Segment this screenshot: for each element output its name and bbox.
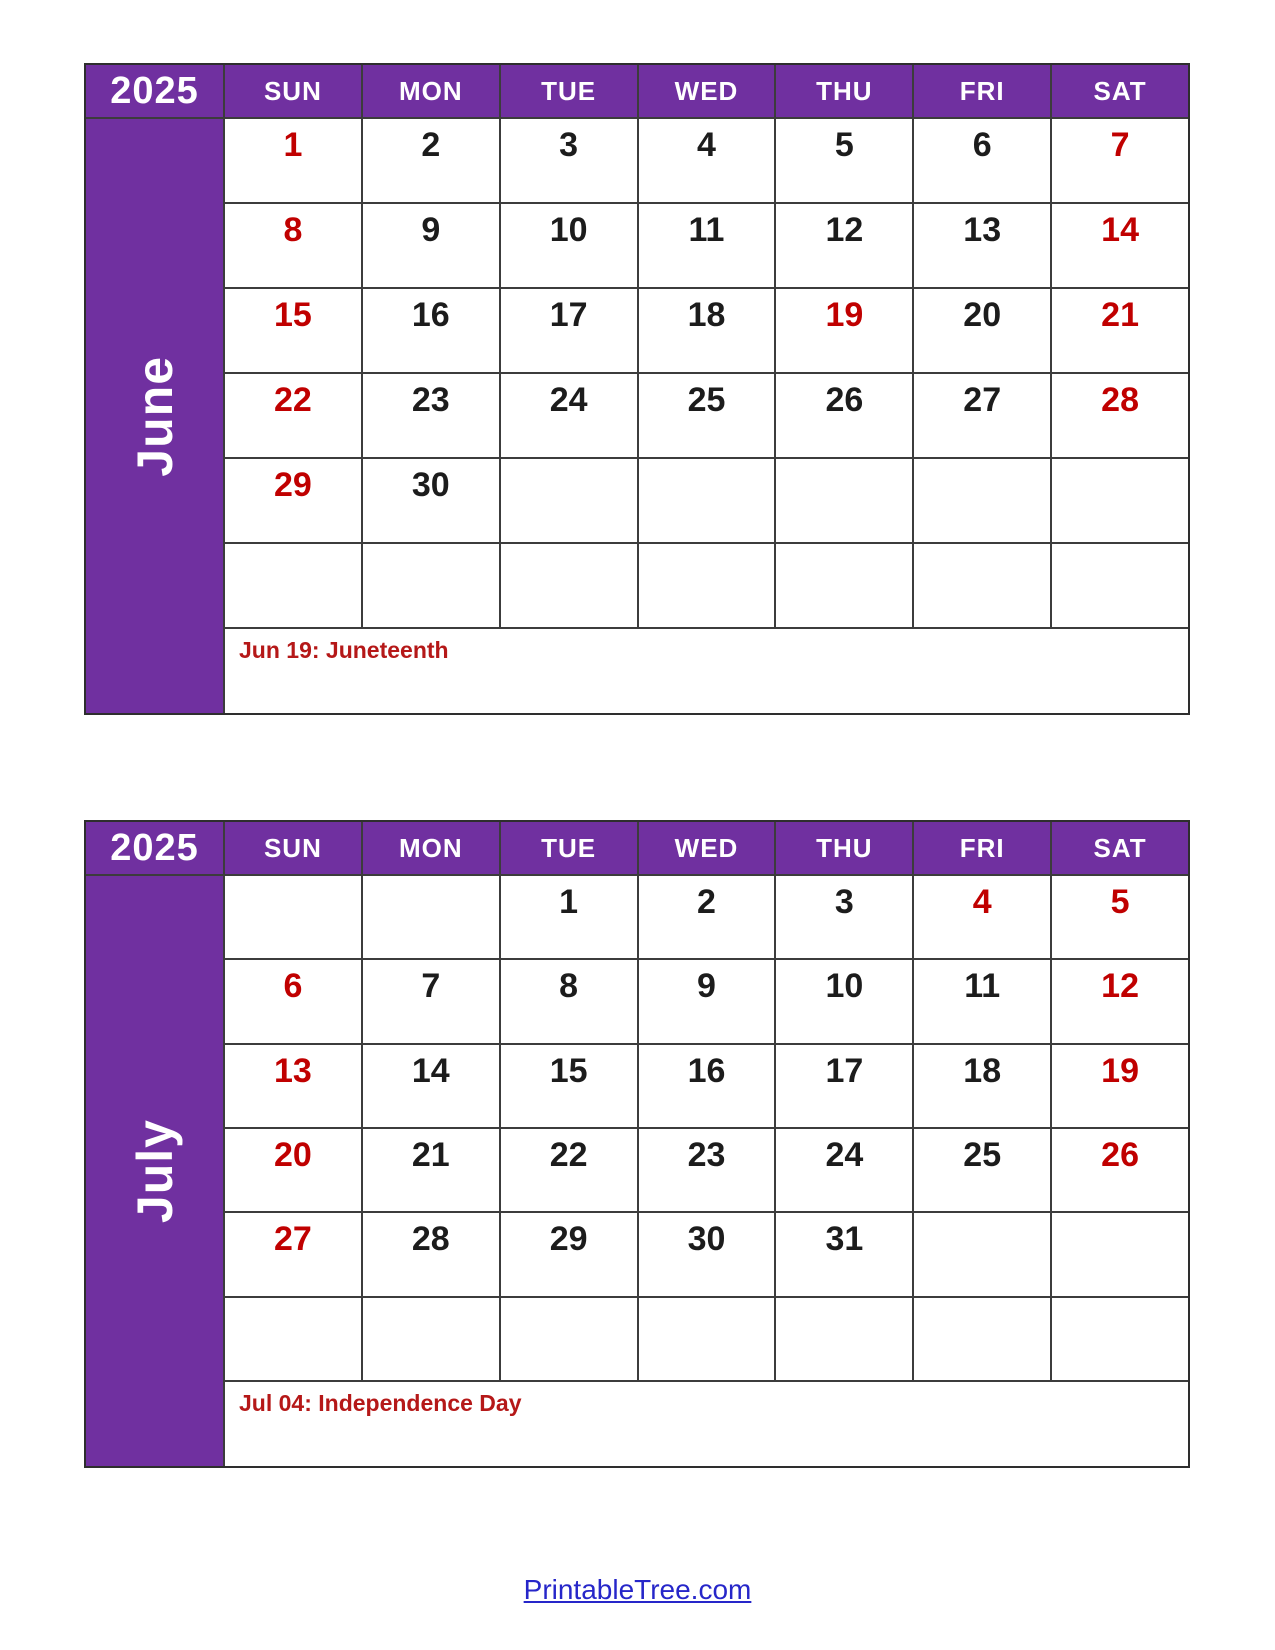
day-june-23: 23 [363, 374, 499, 457]
day-july-29: 29 [501, 1213, 637, 1295]
empty-day-cell [225, 544, 361, 627]
empty-day-cell [776, 1298, 912, 1380]
empty-day-cell [776, 459, 912, 542]
year-label: 2025 [86, 65, 223, 117]
empty-day-cell [639, 1298, 775, 1380]
day-july-27: 27 [225, 1213, 361, 1295]
day-june-21: 21 [1052, 289, 1188, 372]
day-july-24: 24 [776, 1129, 912, 1211]
footer-link[interactable]: PrintableTree.com [523, 1574, 752, 1605]
day-june-26: 26 [776, 374, 912, 457]
day-july-12: 12 [1052, 960, 1188, 1042]
day-june-18: 18 [639, 289, 775, 372]
day-june-14: 14 [1052, 204, 1188, 287]
empty-day-cell [914, 1213, 1050, 1295]
day-july-22: 22 [501, 1129, 637, 1211]
day-july-25: 25 [914, 1129, 1050, 1211]
day-july-5: 5 [1052, 876, 1188, 958]
weekday-header-sat: SAT [1052, 822, 1188, 874]
empty-day-cell [363, 544, 499, 627]
empty-day-cell [639, 459, 775, 542]
year-label: 2025 [86, 822, 223, 874]
day-june-8: 8 [225, 204, 361, 287]
day-july-20: 20 [225, 1129, 361, 1211]
holiday-note: Jul 04: Independence Day [225, 1382, 1188, 1466]
day-june-15: 15 [225, 289, 361, 372]
page-footer [0, 1574, 1275, 1606]
day-july-6: 6 [225, 960, 361, 1042]
day-july-3: 3 [776, 876, 912, 958]
day-june-25: 25 [639, 374, 775, 457]
day-july-18: 18 [914, 1045, 1050, 1127]
day-june-19: 19 [776, 289, 912, 372]
weekday-header-tue: TUE [501, 65, 637, 117]
empty-day-cell [225, 876, 361, 958]
empty-day-cell [639, 544, 775, 627]
weekday-header-fri: FRI [914, 822, 1050, 874]
weekday-header-thu: THU [776, 822, 912, 874]
empty-day-cell [914, 544, 1050, 627]
weekday-header-wed: WED [639, 65, 775, 117]
calendar-june-2025 [84, 63, 1190, 715]
empty-day-cell [1052, 1298, 1188, 1380]
empty-day-cell [914, 459, 1050, 542]
day-june-30: 30 [363, 459, 499, 542]
day-june-28: 28 [1052, 374, 1188, 457]
empty-day-cell [501, 459, 637, 542]
day-june-16: 16 [363, 289, 499, 372]
day-july-2: 2 [639, 876, 775, 958]
day-july-10: 10 [776, 960, 912, 1042]
day-june-11: 11 [639, 204, 775, 287]
month-sidebar [86, 119, 223, 713]
weekday-header-mon: MON [363, 65, 499, 117]
day-june-3: 3 [501, 119, 637, 202]
day-june-29: 29 [225, 459, 361, 542]
day-july-16: 16 [639, 1045, 775, 1127]
day-july-8: 8 [501, 960, 637, 1042]
day-june-22: 22 [225, 374, 361, 457]
day-july-30: 30 [639, 1213, 775, 1295]
empty-day-cell [501, 544, 637, 627]
weekday-header-tue: TUE [501, 822, 637, 874]
day-june-6: 6 [914, 119, 1050, 202]
weekday-header-sun: SUN [225, 65, 361, 117]
empty-day-cell [914, 1298, 1050, 1380]
day-june-1: 1 [225, 119, 361, 202]
day-july-13: 13 [225, 1045, 361, 1127]
month-sidebar [86, 876, 223, 1466]
calendar-grid-july [84, 820, 1190, 1468]
calendar-grid-june [84, 63, 1190, 715]
empty-day-cell [363, 1298, 499, 1380]
day-july-7: 7 [363, 960, 499, 1042]
weekday-header-wed: WED [639, 822, 775, 874]
day-july-21: 21 [363, 1129, 499, 1211]
day-july-1: 1 [501, 876, 637, 958]
month-name: June [126, 355, 183, 477]
empty-day-cell [1052, 459, 1188, 542]
day-june-2: 2 [363, 119, 499, 202]
day-july-19: 19 [1052, 1045, 1188, 1127]
day-june-13: 13 [914, 204, 1050, 287]
day-june-9: 9 [363, 204, 499, 287]
empty-day-cell [1052, 544, 1188, 627]
holiday-note: Jun 19: Juneteenth [225, 629, 1188, 713]
weekday-header-thu: THU [776, 65, 912, 117]
day-july-15: 15 [501, 1045, 637, 1127]
day-july-23: 23 [639, 1129, 775, 1211]
calendar-july-2025 [84, 820, 1190, 1468]
empty-day-cell [776, 544, 912, 627]
day-july-4: 4 [914, 876, 1050, 958]
weekday-header-mon: MON [363, 822, 499, 874]
day-july-14: 14 [363, 1045, 499, 1127]
day-june-27: 27 [914, 374, 1050, 457]
weekday-header-sat: SAT [1052, 65, 1188, 117]
day-july-26: 26 [1052, 1129, 1188, 1211]
day-june-20: 20 [914, 289, 1050, 372]
empty-day-cell [1052, 1213, 1188, 1295]
day-june-24: 24 [501, 374, 637, 457]
day-june-10: 10 [501, 204, 637, 287]
month-name: July [126, 1118, 183, 1224]
empty-day-cell [225, 1298, 361, 1380]
day-july-9: 9 [639, 960, 775, 1042]
day-june-5: 5 [776, 119, 912, 202]
day-june-17: 17 [501, 289, 637, 372]
day-july-11: 11 [914, 960, 1050, 1042]
weekday-header-fri: FRI [914, 65, 1050, 117]
day-july-17: 17 [776, 1045, 912, 1127]
empty-day-cell [363, 876, 499, 958]
day-june-7: 7 [1052, 119, 1188, 202]
weekday-header-sun: SUN [225, 822, 361, 874]
day-june-12: 12 [776, 204, 912, 287]
day-july-31: 31 [776, 1213, 912, 1295]
empty-day-cell [501, 1298, 637, 1380]
day-july-28: 28 [363, 1213, 499, 1295]
day-june-4: 4 [639, 119, 775, 202]
